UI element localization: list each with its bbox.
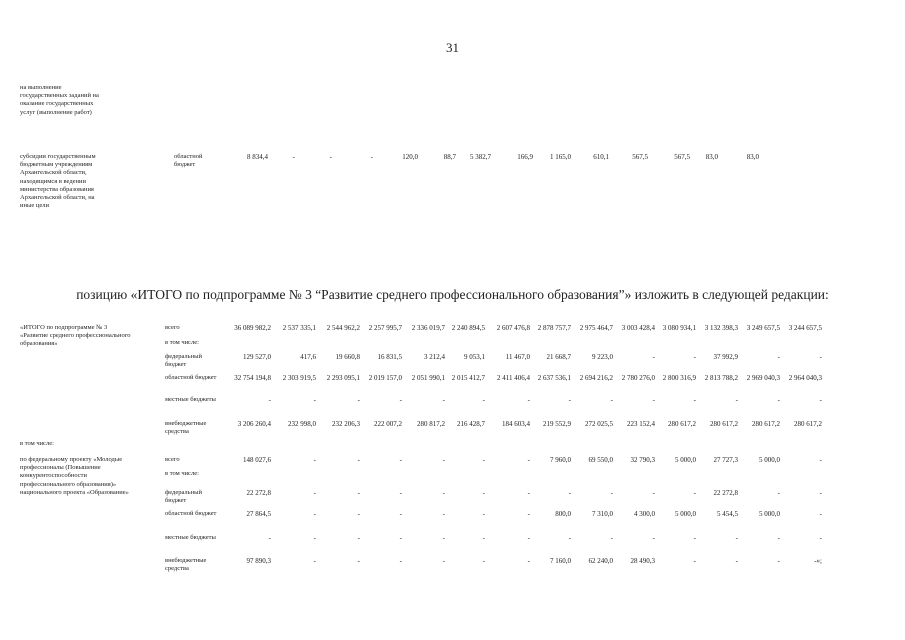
row-value: 2 537 335,1 [282,324,316,332]
row-value: 800,0 [555,510,571,518]
row-value: - [313,489,316,497]
row-source: областной бюджет [165,374,217,381]
row-value: 5 000,0 [759,510,780,518]
row-value: 62 240,0 [588,557,613,565]
row-value: - [527,489,530,497]
row-value: - [819,396,822,404]
row-value: - [313,456,316,464]
row-value: - [482,456,485,464]
row-value: - [399,456,402,464]
row-source: федеральный бюджет [165,353,202,369]
row-value: - [357,456,360,464]
continued-row-label: на выполнение государственных заданий на оказание государственных услуг (выполнение работ) [20,84,99,116]
row-value: - [568,396,571,404]
row-value: 36 089 982,2 [234,324,271,332]
row-value: - [268,396,271,404]
row-value: 2 293 095,1 [326,374,360,382]
subsidy-value: 610,1 [593,153,609,161]
row-value: 7 310,0 [592,510,613,518]
row-value: 3 132 398,3 [704,324,738,332]
row-value: 7 960,0 [550,456,571,464]
row-value: - [819,510,822,518]
row-value: - [610,396,613,404]
project-label: по федеральному проекту «Молодые профессионалы (Повышение конкурентоспособности профессионального образования)» национального проекта «Образование» [20,456,129,496]
row-value: 11 467,0 [505,353,530,361]
section-heading: позицию «ИТОГО по подпрограмме № 3 “Развитие среднего профессионального образования”» изложить в следующей редакции: [76,287,829,302]
row-value: 280 617,2 [752,420,780,428]
subsidy-value: - [329,153,332,161]
row-value: 27 864,5 [246,510,271,518]
subsidy-value: - [292,153,295,161]
row-value: - [652,534,655,542]
row-value: 129 527,0 [243,353,271,361]
row-value: 3 244 657,5 [788,324,822,332]
row-source: в том числе: [165,470,199,477]
row-value: - [777,557,780,565]
row-value: 27 727,3 [713,456,738,464]
row-value: - [442,510,445,518]
row-value: - [527,510,530,518]
row-value: 22 272,8 [246,489,271,497]
row-source: всего [165,324,180,331]
row-value: - [313,557,316,565]
row-value: - [357,557,360,565]
row-value: - [693,489,696,497]
row-value: 2 336 019,7 [411,324,445,332]
row-value: 2 607 476,8 [496,324,530,332]
row-value: - [442,534,445,542]
row-value: 280 617,2 [668,420,696,428]
row-value: 2 975 464,7 [579,324,613,332]
row-value: - [693,534,696,542]
row-value: - [442,489,445,497]
row-value: 5 454,5 [717,510,738,518]
row-value: - [693,396,696,404]
subsidy-row-label: субсидии государственным бюджетным учреждениям Архангельской области, находящимся в ведении министерства образования Архангельской области, на иные цели [20,153,96,210]
row-value: - [527,396,530,404]
row-value: - [819,353,822,361]
row-source: внебюджетные средства [165,557,207,573]
row-value: 2 800 316,9 [662,374,696,382]
row-value: 4 300,0 [634,510,655,518]
row-value: - [399,510,402,518]
row-value: - [527,456,530,464]
row-source: областной бюджет [165,510,217,517]
row-value: 2 240 894,5 [451,324,485,332]
row-value: -»; [814,557,822,565]
row-value: 2 637 536,1 [537,374,571,382]
row-value: 2 544 962,2 [326,324,360,332]
row-value: - [482,396,485,404]
page-number: 31 [446,40,459,55]
row-value: - [442,456,445,464]
subsidy-value: 8 834,4 [247,153,268,161]
row-value: - [735,396,738,404]
row-value: 3 212,4 [424,353,445,361]
row-value: 21 668,7 [546,353,571,361]
row-value: - [399,557,402,565]
row-value: - [693,557,696,565]
row-value: - [313,534,316,542]
row-value: 280 817,2 [417,420,445,428]
subsidy-value: 5 382,7 [470,153,491,161]
row-value: - [777,396,780,404]
row-value: - [610,534,613,542]
row-value: - [527,557,530,565]
v-tom-chisle-label: в том числе: [20,440,54,447]
row-value: - [357,534,360,542]
row-value: - [399,489,402,497]
row-value: 2 019 157,0 [368,374,402,382]
row-value: 7 160,0 [550,557,571,565]
row-value: - [610,489,613,497]
row-value: 5 000,0 [675,510,696,518]
row-value: 9 053,1 [464,353,485,361]
subsidy-row-source: областной бюджет [174,153,203,169]
row-value: 3 003 428,4 [621,324,655,332]
row-value: 28 490,3 [630,557,655,565]
row-value: - [568,489,571,497]
row-value: - [442,557,445,565]
row-value: 184 603,4 [502,420,530,428]
row-value: - [313,510,316,518]
row-value: 16 831,5 [377,353,402,361]
row-value: - [819,489,822,497]
subsidy-value: 88,7 [443,153,456,161]
row-source: местные бюджеты [165,534,216,541]
row-value: - [268,534,271,542]
row-value: 32 754 194,8 [234,374,271,382]
row-value: 232 998,0 [288,420,316,428]
row-value: 37 992,9 [713,353,738,361]
row-value: - [357,510,360,518]
row-value: - [652,353,655,361]
row-value: - [442,396,445,404]
row-value: 32 790,3 [630,456,655,464]
row-value: - [652,396,655,404]
row-value: 2 051 990,1 [411,374,445,382]
row-value: - [357,396,360,404]
row-value: 2 015 412,7 [451,374,485,382]
row-source: федеральный бюджет [165,489,202,505]
row-value: - [568,534,571,542]
row-value: - [357,489,360,497]
row-value: - [482,489,485,497]
subsidy-value: 83,0 [746,153,759,161]
subsidy-value: 567,5 [674,153,690,161]
row-value: 19 660,8 [335,353,360,361]
row-value: 2 780 276,0 [621,374,655,382]
row-value: - [399,534,402,542]
row-value: 216 428,7 [457,420,485,428]
row-value: 2 411 406,4 [497,374,530,382]
row-value: - [482,534,485,542]
row-value: 2 964 040,3 [788,374,822,382]
row-value: 3 080 934,1 [662,324,696,332]
row-value: 97 890,3 [246,557,271,565]
row-value: 5 000,0 [759,456,780,464]
row-value: 2 813 788,2 [704,374,738,382]
row-value: - [527,534,530,542]
row-value: 219 552,9 [543,420,571,428]
row-value: - [819,456,822,464]
row-value: 9 223,0 [592,353,613,361]
subsidy-value: 120,0 [402,153,418,161]
row-value: 69 550,0 [588,456,613,464]
row-value: - [777,534,780,542]
row-value: 2 694 216,2 [579,374,613,382]
row-value: 2 303 919,5 [282,374,316,382]
row-value: - [735,534,738,542]
row-value: - [652,489,655,497]
row-value: 223 152,4 [627,420,655,428]
subsidy-value: - [370,153,373,161]
row-value: - [777,353,780,361]
row-value: - [482,557,485,565]
row-value: - [693,353,696,361]
row-value: 232 206,3 [332,420,360,428]
row-source: всего [165,456,180,463]
row-value: - [482,510,485,518]
row-value: 5 000,0 [675,456,696,464]
row-source: в том числе: [165,339,199,346]
row-value: - [399,396,402,404]
row-value: 417,6 [300,353,316,361]
row-value: 3 249 657,5 [746,324,780,332]
subsidy-value: 166,9 [517,153,533,161]
row-value: 148 027,6 [243,456,271,464]
subsidy-value: 567,5 [632,153,648,161]
row-value: 2 257 995,7 [368,324,402,332]
row-value: - [313,396,316,404]
row-value: 22 272,8 [713,489,738,497]
row-value: 272 025,5 [585,420,613,428]
row-source: внебюджетные средства [165,420,207,436]
row-value: 3 206 260,4 [237,420,271,428]
row-value: - [735,557,738,565]
row-value: 2 969 040,3 [746,374,780,382]
itogo-label: «ИТОГО по подпрограмме № 3 «Развитие среднего профессионального образования» [20,324,131,348]
row-value: - [777,489,780,497]
row-value: 280 617,2 [710,420,738,428]
row-value: 2 878 757,7 [537,324,571,332]
row-value: 222 007,2 [374,420,402,428]
row-value: 280 617,2 [794,420,822,428]
subsidy-value: 83,0 [705,153,718,161]
subsidy-value: 1 165,0 [550,153,571,161]
row-value: - [819,534,822,542]
row-source: местные бюджеты [165,396,216,403]
